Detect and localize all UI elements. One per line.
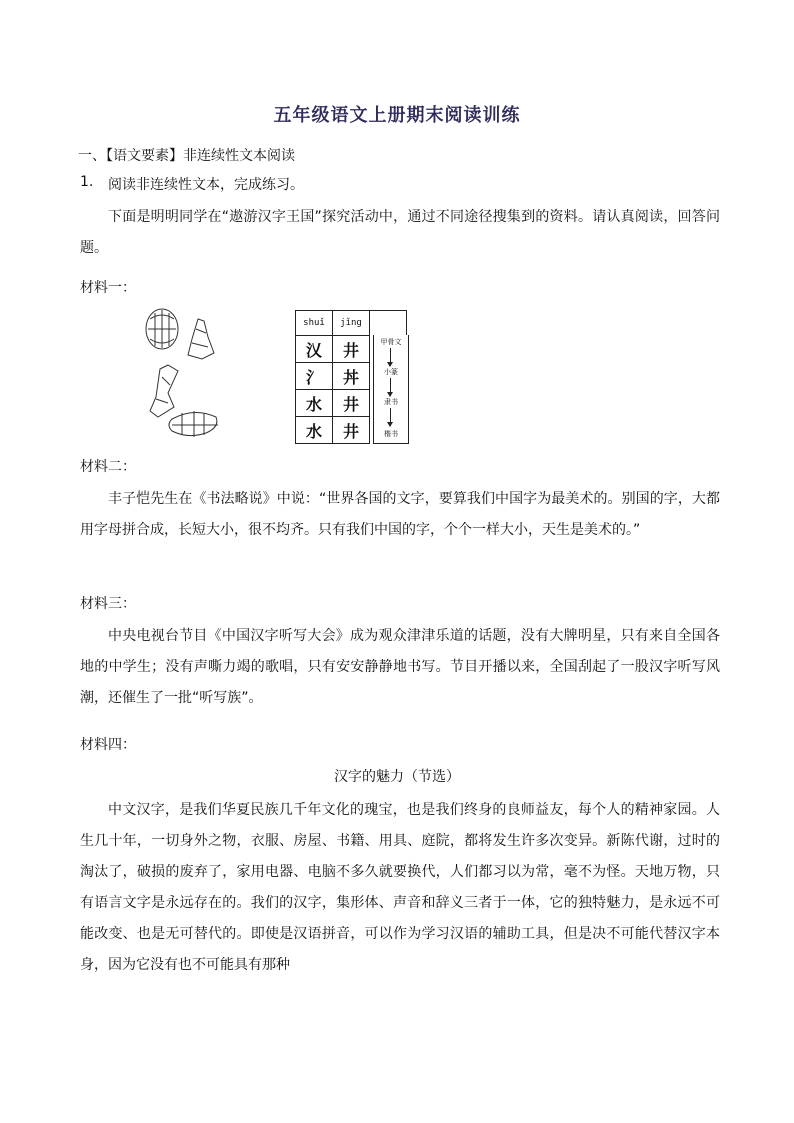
stage-clerical: 隶书 [384, 398, 398, 406]
question-number: 1. [80, 174, 94, 190]
arrow-down-icon [390, 348, 391, 366]
regular-jing: 井 [333, 417, 370, 444]
seal-shui: 氵 [296, 363, 333, 390]
material-3-label: 材料三： [80, 596, 136, 612]
pinyin-shui: shuǐ [296, 311, 333, 336]
material-1-label: 材料一： [80, 280, 136, 296]
document-title: 五年级语文上册期末阅读训练 [273, 105, 521, 126]
material-4-subtitle: 汉字的魅力（节选） [334, 769, 460, 785]
section-heading: 一、【语文要素】非连续性文本阅读 [78, 148, 295, 164]
material-4-paragraph: 中文汉字，是我们华夏民族几千年文化的瑰宝，也是我们终身的良师益友，每个人的精神家园。人生几十年，一切身外之物，衣服、房屋、书籍、用具、庭院，都将发生许多次变异。新陈代谢，过时的淘汰了，破损的废弃了，家用电器、电脑不多久就要换代，人们都习以为常，毫不为怪。天地万物，只有语言文字是永远存在的。我们的汉字，集形体、声音和辞义三者于一体，它的独特魅力，是永远不可能改变、也是无可替代的。即使是汉语拼音，可以作为学习汉语的辅助工具，但是决不可能代替汉字本身，因为它没有也不可能具有那种 [80, 802, 720, 973]
pinyin-jing: jǐng [333, 311, 370, 336]
regular-shui: 水 [296, 417, 333, 444]
intro-paragraph: 下面是明明同学在“遨游汉字王国”探究活动中，通过不同途径搜集到的资料。请认真阅读，回答问题。 [80, 209, 720, 256]
script-stage-column [373, 335, 409, 444]
material-2-label: 材料二： [80, 459, 136, 475]
clerical-shui: 水 [296, 390, 333, 417]
material-2-paragraph: 丰子恺先生在《书法略说》中说：“世界各国的文字，要算我们中国字为最美术的。别国的字，大都用字母拼合成，长短大小，很不均齐。只有我们中国的字，个个一样大小，天生是美术的。” [80, 491, 720, 538]
material-4-label: 材料四： [80, 737, 136, 753]
oracle-jing: 井 [333, 336, 370, 363]
oracle-bone-artifacts-illustration [138, 307, 244, 447]
stage-regular: 楷书 [384, 430, 398, 438]
material-3-paragraph: 中央电视台节目《中国汉字听写大会》成为观众津津乐道的话题，没有大牌明星，只有来自全国各地的中学生；没有声嘶力竭的歌唱，只有安安静静地书写。节目开播以来，全国刮起了一股汉字听写风潮，还催生了一批“听写族”。 [80, 628, 720, 706]
arrow-down-icon [390, 378, 391, 396]
stage-seal: 小篆 [384, 368, 398, 376]
stage-oracle: 甲骨文 [380, 338, 402, 346]
oracle-shui: 㲼 [296, 336, 333, 363]
seal-jing: 丼 [333, 363, 370, 390]
clerical-jing: 井 [333, 390, 370, 417]
arrow-down-icon [390, 408, 391, 426]
question-text: 阅读非连续性文本，完成练习。 [108, 177, 304, 193]
